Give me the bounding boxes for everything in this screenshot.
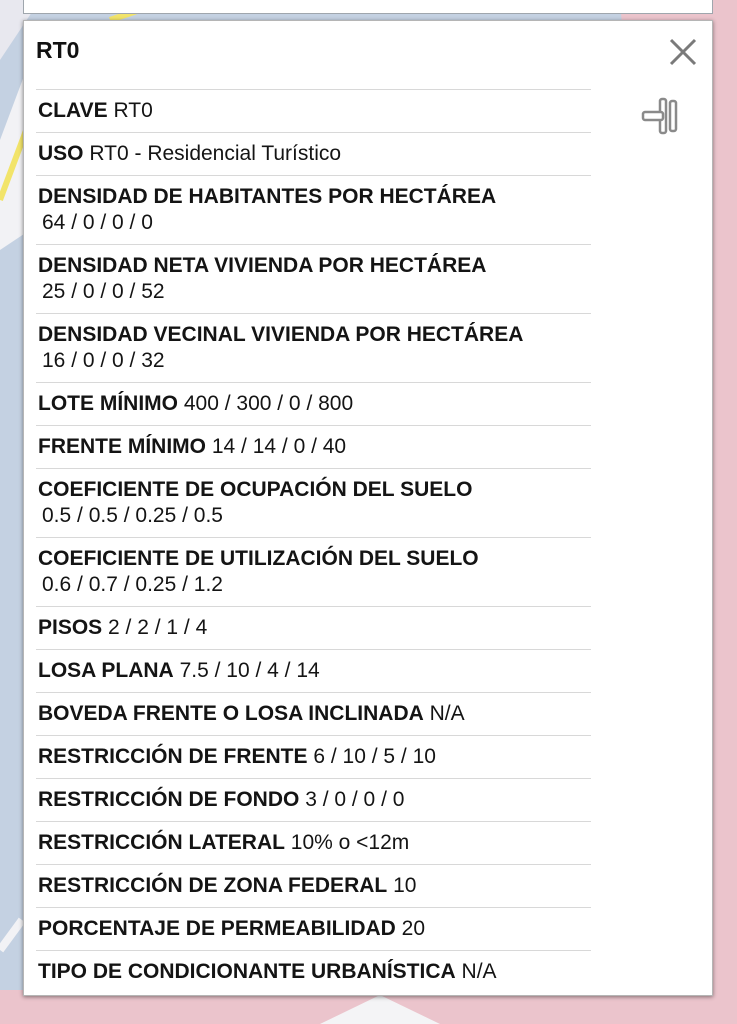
- attribute-row: [36, 175, 591, 244]
- attribute-list: [36, 89, 591, 993]
- attribute-value: 0.6 / 0.7 / 0.25 / 1.2: [42, 573, 223, 596]
- attribute-value: 7.5 / 10 / 4 / 14: [179, 659, 320, 682]
- previous-popup-edge: [23, 0, 713, 14]
- attribute-value: 64 / 0 / 0 / 0: [42, 211, 153, 234]
- attribute-label: DENSIDAD VECINAL VIVIENDA POR HECTÁREA: [38, 323, 524, 346]
- attribute-label: BOVEDA FRENTE O LOSA INCLINADA: [38, 702, 424, 725]
- pin-icon: [640, 95, 684, 137]
- attribute-label: LOTE MÍNIMO: [38, 392, 178, 415]
- attribute-value: 10: [393, 874, 417, 897]
- attribute-label: RESTRICCIÓN DE ZONA FEDERAL: [38, 874, 388, 897]
- close-icon: [666, 35, 700, 69]
- pin-button[interactable]: [640, 95, 684, 137]
- attribute-value: 2 / 2 / 1 / 4: [108, 616, 208, 639]
- attribute-value: RT0: [113, 99, 153, 122]
- attribute-label: FRENTE MÍNIMO: [38, 435, 206, 458]
- attribute-row: [36, 132, 591, 175]
- attribute-label: TIPO DE CONDICIONANTE URBANÍSTICA: [38, 960, 456, 983]
- attribute-label: USO: [38, 142, 84, 165]
- attribute-label: COEFICIENTE DE OCUPACIÓN DEL SUELO: [38, 478, 473, 501]
- attribute-label: PORCENTAJE DE PERMEABILIDAD: [38, 917, 396, 940]
- attribute-value: 25 / 0 / 0 / 52: [42, 280, 165, 303]
- attribute-row: [36, 313, 591, 382]
- attribute-row: [36, 382, 591, 425]
- attribute-value: 10% o <12m: [290, 831, 410, 854]
- attribute-label: PISOS: [38, 616, 103, 639]
- attribute-row: [36, 907, 591, 950]
- attribute-value: 0.5 / 0.5 / 0.25 / 0.5: [42, 504, 223, 527]
- attribute-row: [36, 735, 591, 778]
- attribute-value: 3 / 0 / 0 / 0: [305, 788, 405, 811]
- popup-title: RT0: [36, 37, 80, 63]
- attribute-value: 14 / 14 / 0 / 40: [211, 435, 347, 458]
- attribute-label: DENSIDAD DE HABITANTES POR HECTÁREA: [38, 185, 497, 208]
- attribute-row: [36, 778, 591, 821]
- attribute-value: RT0 - Residencial Turístico: [89, 142, 342, 165]
- attribute-label: CLAVE: [38, 99, 108, 122]
- attribute-row: [36, 606, 591, 649]
- attribute-row: [36, 821, 591, 864]
- attribute-value: N/A: [429, 702, 465, 725]
- attribute-row: [36, 425, 591, 468]
- attribute-label: DENSIDAD NETA VIVIENDA POR HECTÁREA: [38, 254, 487, 277]
- attribute-value: N/A: [461, 960, 497, 983]
- attribute-row: [36, 537, 591, 606]
- close-button[interactable]: [666, 35, 700, 69]
- attribute-row: [36, 468, 591, 537]
- attribute-label: RESTRICCIÓN DE FRENTE: [38, 745, 308, 768]
- attribute-label: LOSA PLANA: [38, 659, 174, 682]
- attribute-row: [36, 950, 591, 993]
- attribute-row: [36, 244, 591, 313]
- attribute-row: [36, 89, 591, 132]
- attribute-row: [36, 692, 591, 735]
- attribute-value: 16 / 0 / 0 / 32: [42, 349, 165, 372]
- feature-popup: [23, 20, 713, 996]
- attribute-value: 6 / 10 / 5 / 10: [313, 745, 436, 768]
- attribute-label: RESTRICCIÓN DE FONDO: [38, 788, 300, 811]
- attribute-row: [36, 649, 591, 692]
- attribute-label: COEFICIENTE DE UTILIZACIÓN DEL SUELO: [38, 547, 479, 570]
- attribute-value: 20: [401, 917, 426, 940]
- attribute-label: RESTRICCIÓN LATERAL: [38, 831, 285, 854]
- attribute-row: [36, 864, 591, 907]
- attribute-value: 400 / 300 / 0 / 800: [183, 392, 354, 415]
